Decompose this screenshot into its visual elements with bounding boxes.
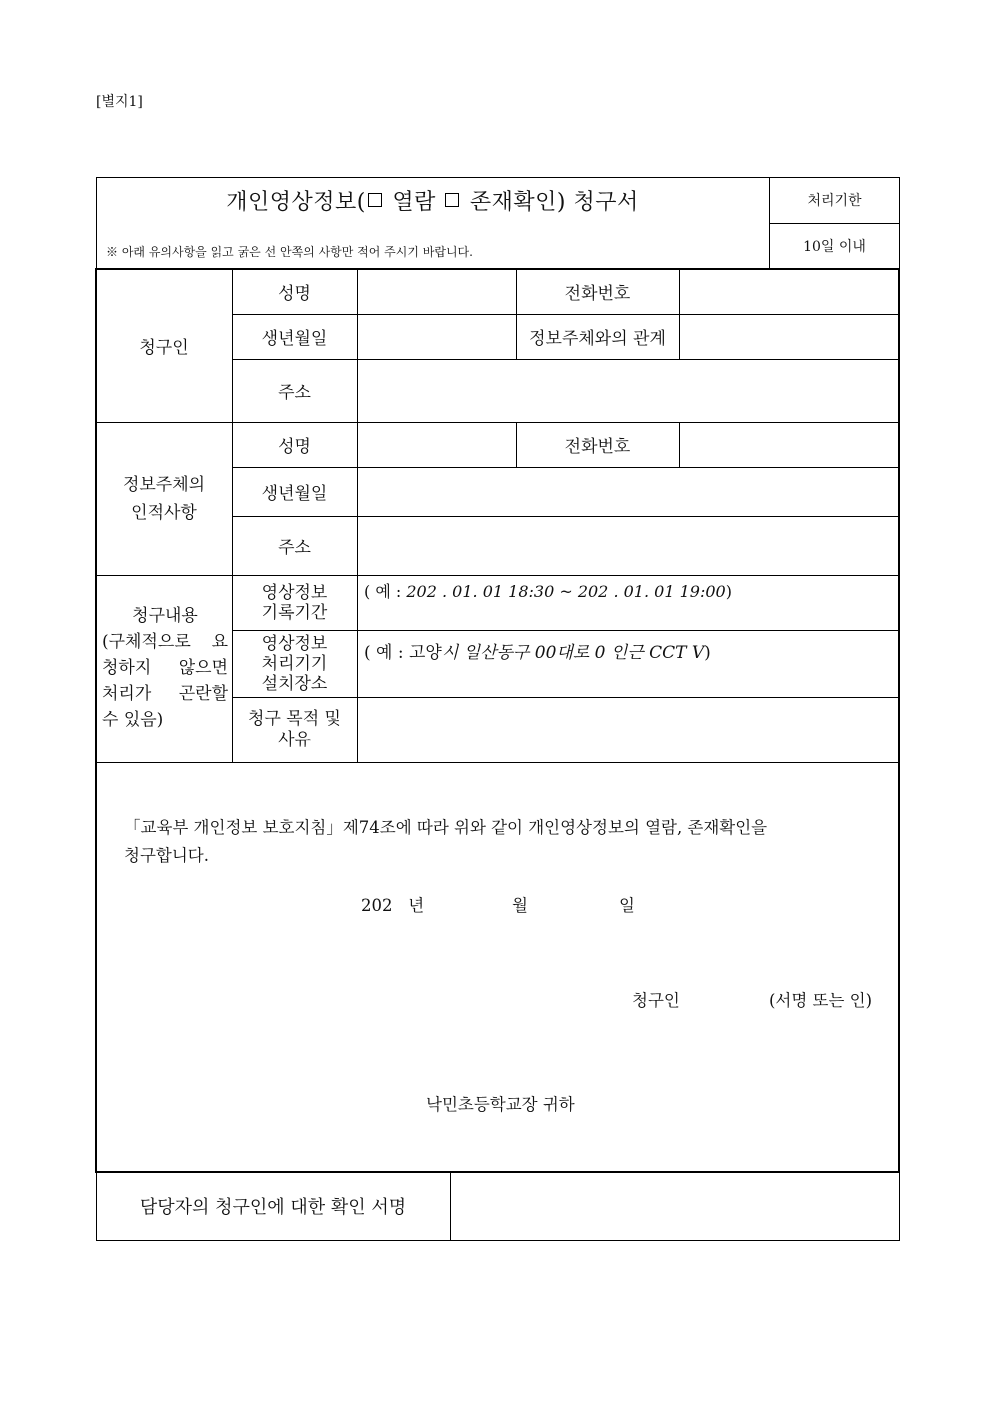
subject-name-field[interactable] [358, 423, 515, 466]
record-period-field[interactable] [364, 579, 732, 602]
signature-hint[interactable]: (서명 또는 인) [769, 991, 873, 1010]
date-year-unit: 년 [408, 896, 425, 915]
record-period-label [232, 575, 357, 630]
subject-birth-field[interactable] [358, 468, 897, 515]
subject-section-label [96, 422, 232, 575]
date-day-unit: 일 [619, 896, 635, 915]
requester-name-field[interactable] [358, 270, 515, 313]
device-location-label-line2: 처리기기 [261, 653, 328, 674]
requester-address-label: 주소 [278, 383, 311, 403]
subject-phone-field[interactable] [680, 423, 897, 466]
title-option-existence: 존재확인) [469, 189, 566, 215]
device-location-example-suffix: ) [704, 643, 711, 663]
requester-birth-label: 생년월일 [261, 329, 328, 349]
requester-address-field[interactable] [358, 360, 897, 421]
request-section-label-line1: 청구내용 [132, 606, 198, 626]
record-period-label-line1: 영상정보 [261, 582, 328, 603]
record-period-example-suffix: ) [725, 582, 732, 601]
requester-birth-field[interactable] [358, 315, 515, 358]
view-checkbox[interactable] [368, 193, 382, 207]
title-option-view: 열람 [392, 189, 436, 215]
record-period-example-prefix: ( 예 : [364, 582, 407, 601]
purpose-label-line2: 사유 [278, 729, 311, 750]
existence-checkbox[interactable] [445, 193, 459, 207]
subject-section-label-line2: 인적사항 [131, 502, 197, 523]
date-year-value: 202 [361, 896, 393, 915]
subject-birth-label: 생년월일 [261, 484, 328, 504]
officer-confirmation-label: 담당자의 청구인에 대한 확인 서명 [139, 1197, 407, 1218]
request-form [96, 177, 900, 1241]
date-year [361, 892, 424, 920]
device-location-example: 시 일산동구 00대로 0 인근 CCT V [441, 643, 705, 663]
subject-address-field[interactable] [358, 517, 897, 574]
record-period-example: 202 . 01. 01 18:30 ~ 202 . 01. 01 19:00 [406, 582, 726, 601]
request-section-label-line4: 처리가 곤란할 [102, 684, 228, 704]
statement-line1: 「교육부 개인정보 보호지침」제74조에 따라 위와 같이 개인영상정보의 열람, 존재확인을 [124, 818, 768, 837]
device-location-label-line3: 설치장소 [261, 673, 328, 694]
annex-label: [별지1] [96, 94, 143, 110]
requester-name-label: 성명 [278, 284, 311, 304]
requester-phone-label: 전화번호 [564, 284, 631, 304]
record-period-label-line2: 기록기간 [261, 602, 328, 623]
request-section-label-line3: 청하지 않으면 [102, 658, 228, 678]
title-suffix: 청구서 [573, 189, 639, 215]
purpose-label-line1: 청구 목적 및 [248, 708, 341, 729]
addressee: 낙민초등학교장 귀하 [426, 1095, 575, 1114]
request-statement [124, 814, 884, 870]
statement-line2: 청구합니다. [124, 846, 209, 865]
device-location-label [232, 630, 357, 697]
date-month-unit: 월 [512, 896, 528, 915]
requester-section-label: 청구인 [139, 338, 189, 358]
title-prefix: 개인영상정보( [226, 189, 366, 215]
requester-relation-label: 정보주체와의 관계 [529, 329, 666, 349]
request-section-label-line5: 수 있음) [102, 710, 164, 730]
instruction-note: ※ 아래 유의사항을 읽고 굵은 선 안쪽의 사항만 적어 주시기 바랍니다. [106, 245, 473, 259]
purpose-field[interactable] [358, 698, 897, 761]
purpose-label [232, 697, 357, 762]
officer-signature-field[interactable] [451, 1173, 898, 1239]
requester-phone-field[interactable] [680, 270, 897, 313]
form-title [96, 181, 769, 219]
deadline-label: 처리기한 [807, 193, 862, 209]
subject-name-label: 성명 [278, 437, 311, 457]
subject-phone-label: 전화번호 [564, 437, 631, 457]
device-location-field[interactable] [364, 638, 711, 663]
deadline-value: 10일 이내 [803, 239, 866, 255]
request-section-label-line2: (구체적으로 요 [102, 632, 228, 652]
device-location-label-line1: 영상정보 [261, 633, 328, 654]
request-section-label [102, 603, 228, 733]
signature-requester-label: 청구인 [632, 991, 680, 1010]
requester-relation-field[interactable] [680, 315, 897, 358]
subject-section-label-line1: 정보주체의 [122, 474, 206, 495]
subject-address-label: 주소 [278, 538, 311, 558]
device-location-example-prefix: ( 예 : 고양 [364, 643, 442, 663]
